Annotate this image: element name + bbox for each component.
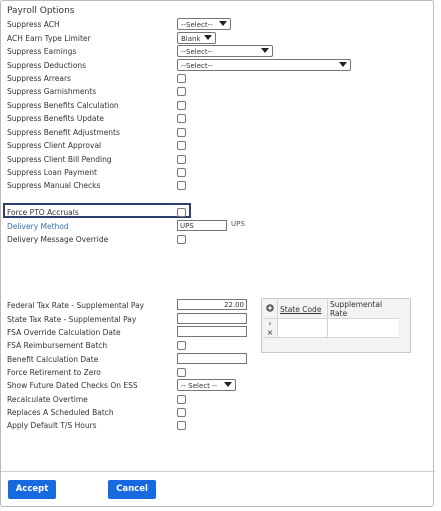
label-fsa-reimbursement-batch: FSA Reimbursement Batch xyxy=(7,341,108,350)
delivery-message-override-checkbox[interactable] xyxy=(177,235,186,244)
suppress-benefits-calculation-checkbox[interactable] xyxy=(177,101,186,110)
supplemental-rate-column-header: Supplemental Rate xyxy=(328,300,399,319)
chevron-down-icon xyxy=(339,62,347,67)
label-suppress-client-bill-pending: Suppress Client Bill Pending xyxy=(7,155,112,164)
label-suppress-benefit-adjustments: Suppress Benefit Adjustments xyxy=(7,128,120,137)
row-delivery-message-override xyxy=(1,233,421,246)
suppress-deductions-value: --Select-- xyxy=(181,62,213,70)
state-grid-row xyxy=(263,319,398,338)
row-suppress-benefits-update xyxy=(1,112,421,125)
label-ach-earn-type-limiter: ACH Earn Type Limiter xyxy=(7,34,91,43)
suppress-client-approval-checkbox[interactable] xyxy=(177,141,186,150)
label-replaces-a-scheduled-batch: Replaces A Scheduled Batch xyxy=(7,408,114,417)
suppress-loan-payment-checkbox[interactable] xyxy=(177,168,186,177)
label-suppress-ach: Suppress ACH xyxy=(7,20,60,29)
label-suppress-client-approval: Suppress Client Approval xyxy=(7,141,102,150)
label-fsa-override-calculation-date: FSA Override Calculation Date xyxy=(7,328,121,337)
chevron-down-icon xyxy=(219,21,227,26)
label-force-pto-accruals: Force PTO Accruals xyxy=(7,208,79,217)
row-actions-cell xyxy=(263,319,278,338)
state-grid-table xyxy=(263,300,398,338)
delivery-method-hint: UPS xyxy=(231,220,245,228)
suppress-earnings-select[interactable] xyxy=(177,45,273,57)
row-suppress-client-bill-pending xyxy=(1,153,421,166)
add-row-cell xyxy=(263,300,278,319)
label-suppress-manual-checks: Suppress Manual Checks xyxy=(7,181,101,190)
label-suppress-arrears: Suppress Arrears xyxy=(7,74,71,83)
show-future-dated-checks-select[interactable] xyxy=(177,379,236,391)
suppress-benefits-update-checkbox[interactable] xyxy=(177,114,186,123)
state-grid-header-row xyxy=(263,300,398,319)
state-tax-rate-input[interactable] xyxy=(177,313,247,324)
state-code-column-header[interactable]: State Code xyxy=(278,300,328,319)
row-suppress-ach xyxy=(1,18,421,31)
cancel-button[interactable]: Cancel xyxy=(108,480,156,499)
show-future-dated-checks-value: -- Select -- xyxy=(181,382,218,390)
benefit-calculation-date-input[interactable] xyxy=(177,353,247,364)
suppress-deductions-select[interactable] xyxy=(177,59,351,71)
chevron-down-icon xyxy=(224,382,232,387)
dialog-footer xyxy=(1,471,435,508)
label-suppress-deductions: Suppress Deductions xyxy=(7,61,87,70)
row-force-retirement-to-zero xyxy=(1,366,421,379)
label-force-retirement-to-zero: Force Retirement to Zero xyxy=(7,368,101,377)
suppress-arrears-checkbox[interactable] xyxy=(177,74,186,83)
suppress-ach-select[interactable] xyxy=(177,18,231,30)
label-suppress-benefits-calculation: Suppress Benefits Calculation xyxy=(7,101,119,110)
row-suppress-arrears xyxy=(1,72,421,85)
row-force-pto-accruals xyxy=(1,206,421,219)
accept-button[interactable]: Accept xyxy=(8,480,56,499)
close-icon[interactable]: × xyxy=(266,328,274,337)
delivery-method-link[interactable]: Delivery Method xyxy=(7,222,69,231)
label-delivery-message-override: Delivery Message Override xyxy=(7,235,109,244)
ach-earn-type-limiter-value: Blank xyxy=(181,35,201,43)
suppress-benefit-adjustments-checkbox[interactable] xyxy=(177,128,186,137)
row-replaces-a-scheduled-batch xyxy=(1,406,421,419)
chevron-down-icon xyxy=(204,35,212,40)
fsa-override-calculation-date-input[interactable] xyxy=(177,326,247,337)
row-apply-default-ts-hours xyxy=(1,419,421,432)
row-suppress-benefits-calculation xyxy=(1,99,421,112)
label-recalculate-overtime: Recalculate Overtime xyxy=(7,395,88,404)
ach-earn-type-limiter-select[interactable] xyxy=(177,32,216,44)
label-suppress-benefits-update: Suppress Benefits Update xyxy=(7,114,105,123)
state-code-cell[interactable] xyxy=(278,319,328,338)
label-federal-tax-rate: Federal Tax Rate - Supplemental Pay xyxy=(7,301,145,310)
row-suppress-loan-payment xyxy=(1,166,421,179)
chevron-right-icon[interactable]: › xyxy=(268,319,272,328)
fsa-reimbursement-batch-checkbox[interactable] xyxy=(177,341,186,350)
apply-default-ts-hours-checkbox[interactable] xyxy=(177,421,186,430)
suppress-manual-checks-checkbox[interactable] xyxy=(177,181,186,190)
force-retirement-to-zero-checkbox[interactable] xyxy=(177,368,186,377)
suppress-garnishments-checkbox[interactable] xyxy=(177,87,186,96)
row-ach-earn-type-limiter xyxy=(1,32,421,45)
row-suppress-garnishments xyxy=(1,85,421,98)
label-show-future-dated-checks: Show Future Dated Checks On ESS xyxy=(7,381,138,390)
replaces-a-scheduled-batch-checkbox[interactable] xyxy=(177,408,186,417)
plus-circle-icon[interactable] xyxy=(266,304,274,312)
row-benefit-calculation-date xyxy=(1,353,421,366)
row-suppress-manual-checks xyxy=(1,179,421,192)
recalculate-overtime-checkbox[interactable] xyxy=(177,395,186,404)
row-show-future-dated-checks xyxy=(1,379,421,392)
row-suppress-earnings xyxy=(1,45,421,58)
label-suppress-garnishments: Suppress Garnishments xyxy=(7,87,97,96)
label-suppress-loan-payment: Suppress Loan Payment xyxy=(7,168,97,177)
row-suppress-benefit-adjustments xyxy=(1,126,421,139)
row-recalculate-overtime xyxy=(1,393,421,406)
label-benefit-calculation-date: Benefit Calculation Date xyxy=(7,355,99,364)
panel-title: Payroll Options xyxy=(7,6,75,16)
supplemental-rate-cell[interactable] xyxy=(328,319,399,338)
federal-tax-rate-input[interactable]: 22.00 xyxy=(177,299,247,310)
row-suppress-deductions xyxy=(1,59,421,72)
suppress-earnings-value: --Select-- xyxy=(181,48,213,56)
state-supplemental-rate-grid xyxy=(261,298,411,353)
suppress-ach-value: --Select-- xyxy=(181,21,213,29)
force-pto-accruals-checkbox[interactable] xyxy=(177,208,186,217)
suppress-client-bill-pending-checkbox[interactable] xyxy=(177,155,186,164)
chevron-down-icon xyxy=(261,48,269,53)
delivery-method-input[interactable]: UPS xyxy=(177,220,227,231)
row-delivery-method xyxy=(1,220,421,233)
row-suppress-client-approval xyxy=(1,139,421,152)
label-suppress-earnings: Suppress Earnings xyxy=(7,47,77,56)
label-state-tax-rate: State Tax Rate - Supplemental Pay xyxy=(7,315,137,324)
label-apply-default-ts-hours: Apply Default T/S Hours xyxy=(7,421,97,430)
